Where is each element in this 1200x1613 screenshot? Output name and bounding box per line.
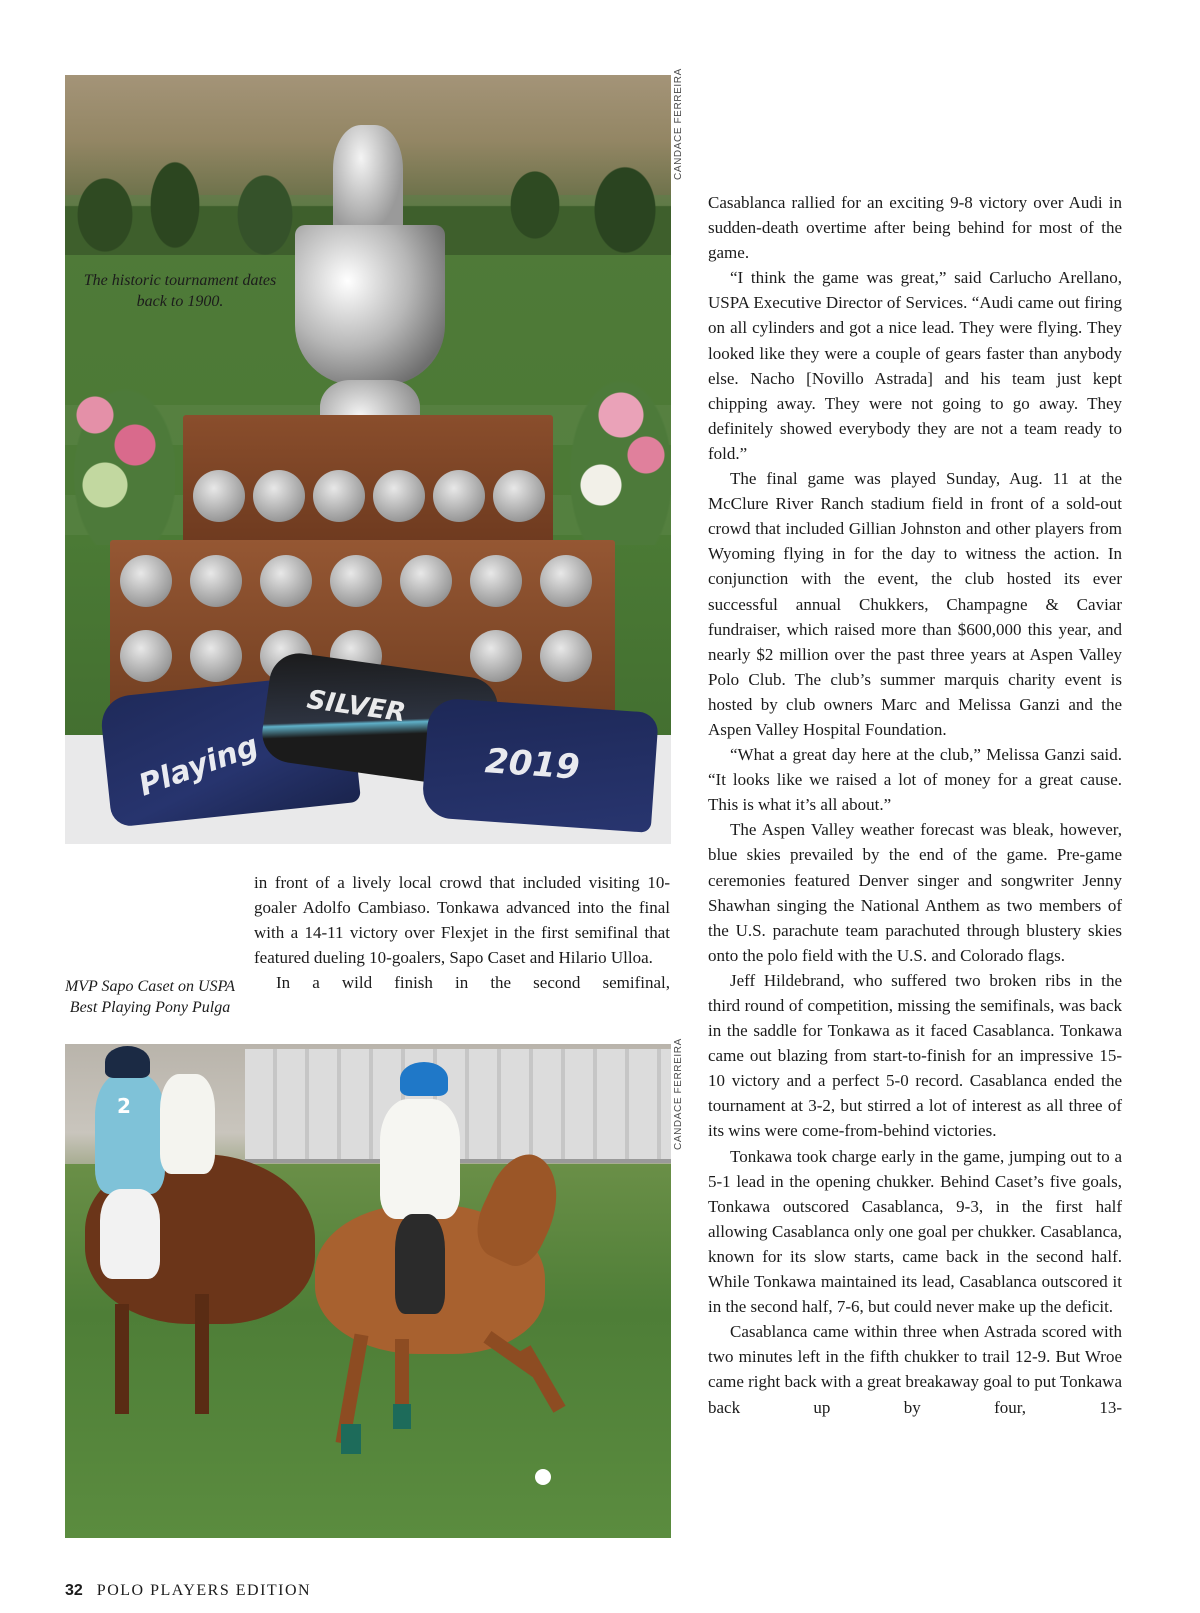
paragraph: in front of a lively local crowd that included visiting 10-goaler Adolfo Cambiaso. Tonkawa advanced into the final with a 14-11 victory over Flexjet in the first semifinal that featured dueling 10-goalers, Sapo Caset and Hilario Ulloa.	[254, 873, 670, 968]
photo-credit-top: CANDACE FERREIRA	[673, 68, 684, 180]
polo-action-photo	[65, 1044, 671, 1538]
paragraph: Jeff Hildebrand, who suffered two broken ribs in the third round of competition, missing the semifinals, was back in the saddle for Tonkawa as it faced Casablanca. Tonkawa came out blazing from start-to-finish for an impressive 15-10 victory and a perfect 5-0 record. Casablanca ended the tournament at 3-2, but stirred a lot of interest as all three of its wins were come-from-behind victories.	[708, 970, 1122, 1141]
blanket-right	[421, 697, 659, 833]
paragraph: “What a great day here at the club,” Melissa Ganzi said. “It looks like we raised a lot of money for a great cause. This is what it’s all about.”	[708, 745, 1122, 815]
blanket-right-text: 2019	[483, 741, 581, 788]
paragraph: “I think the game was great,” said Carlucho Arellano, USPA Executive Director of Services. “Audi came out firing on all cylinders and got a nice lead. They were flying. They looked like they were a couple of gears faster than anybody else. Nacho [Novillo Astrada] and his team just kept chipping away. They were not going to go away. They definitely showed everybody they are not a team ready to fold.”	[708, 268, 1122, 463]
blanket-left-text: Playing	[134, 728, 263, 804]
trophy-caption: The historic tournament dates back to 1900.	[83, 272, 277, 310]
rider-main	[380, 1099, 460, 1219]
article-column-right	[708, 190, 1122, 1420]
jersey-number: 2	[117, 1094, 131, 1118]
mvp-caption: MVP Sapo Caset on USPA Best Playing Pony Pulga	[64, 978, 236, 1016]
rider-left	[95, 1074, 165, 1194]
polo-ball	[535, 1469, 551, 1485]
blanket-middle-text: SILVER	[305, 684, 408, 729]
flower-bouquet-right	[561, 365, 671, 545]
rider-main-boot	[395, 1214, 445, 1314]
paragraph: The final game was played Sunday, Aug. 11 at the McClure River Ranch stadium field in front of a sold-out crowd that included Gillian Johnston and other players from Wyoming flying in for the day to witness the action. In conjunction with the event, the club hosted its ever successful annual Chukkers, Champagne & Caviar fundraiser, which raised more than $600,000 this year, and nearly $2 million over the past three years at Aspen Valley Polo Club. The club’s summer marquis charity event is hosted by club owners Marc and Melissa Ganzi and the Aspen Valley Hospital Foundation.	[708, 469, 1122, 739]
rider-back	[160, 1074, 215, 1174]
publication-name: POLO PLAYERS EDITION	[96, 1582, 312, 1599]
flower-bouquet-left	[65, 375, 175, 545]
article-column-middle	[254, 870, 670, 995]
paragraph: The Aspen Valley weather forecast was bleak, however, blue skies prevailed by the end of the game. Pre-game ceremonies featured Denver singer and songwriter Jenny Shawhan singing the National Anthem as two members of the U.S. parachute team parachuted through blustery skies onto the polo field with the U.S. and Colorado flags.	[708, 820, 1122, 965]
trophy-photo	[65, 75, 671, 844]
paragraph: Casablanca rallied for an exciting 9-8 victory over Audi in sudden-death overtime after being behind for most of the game.	[708, 193, 1122, 263]
page-number: 32	[65, 1582, 83, 1599]
paragraph: Tonkawa took charge early in the game, jumping out to a 5-1 lead in the opening chukker. Behind Caset’s five goals, Tonkawa outscored Casablanca, 9-3, in the first half allowing Casablanca only one goal per chukker. Casablanca, known for its slow starts, came back in the second half. While Tonkawa maintained its lead, Casablanca outscored it in the second half, 7-6, but could never make up the deficit.	[708, 1146, 1122, 1317]
photo-credit-bottom: CANDACE FERREIRA	[673, 1038, 684, 1150]
paragraph: Casablanca came within three when Astrada scored with two minutes left in the fifth chukker to trail 12-9. But Wroe came right back with a great breakaway goal to put Tonkawa back up by four, 13-	[708, 1322, 1122, 1417]
page-footer	[65, 1582, 311, 1600]
trophy-cup	[295, 225, 445, 385]
leg-wrap	[341, 1424, 361, 1454]
trophy-base-upper	[183, 415, 553, 545]
trophy-lid	[333, 125, 403, 235]
helmet-main	[400, 1062, 448, 1096]
paragraph: In a wild finish in the second semifinal,	[276, 973, 670, 993]
helmet-left	[105, 1046, 150, 1078]
